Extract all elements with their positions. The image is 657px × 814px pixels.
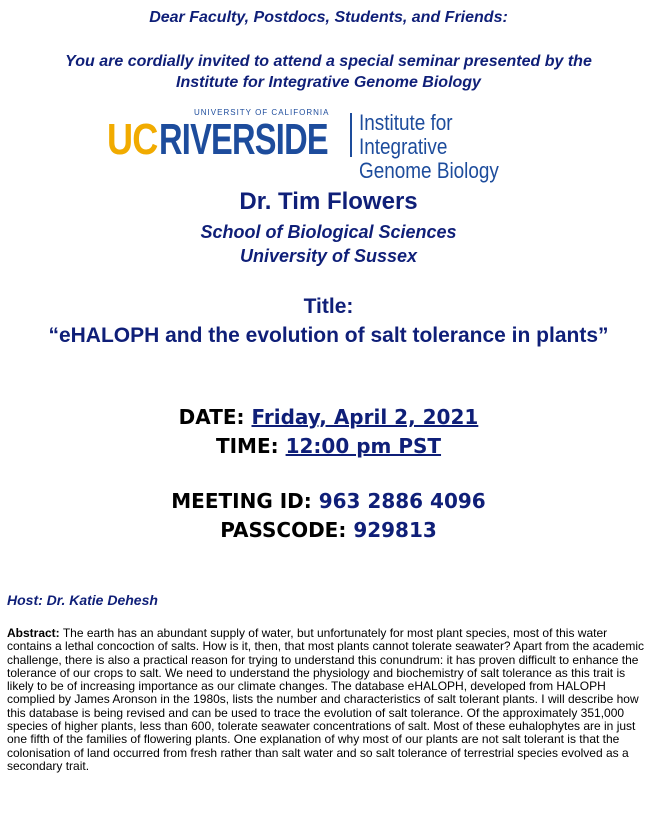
meeting-id-label: MEETING ID:: [171, 489, 312, 513]
time-value: 12:00 pm PST: [285, 434, 442, 458]
logo-divider: [350, 113, 352, 157]
talk-title: “eHALOPH and the evolution of salt tolerance in plants”: [48, 324, 609, 347]
date-value: Friday, April 2, 2021: [251, 405, 479, 429]
host: Host: Dr. Katie Dehesh: [7, 592, 158, 608]
ucr-iigb-logo: [107, 108, 567, 183]
speaker-affiliation: [0, 220, 657, 268]
logo-riverside: RIVERSIDE: [159, 115, 328, 164]
passcode-label: PASSCODE:: [220, 518, 347, 542]
logo-institute-line-1: Institute for Integrative: [359, 110, 453, 159]
abstract-text: The earth has an abundant supply of water, but unfortunately for most plant species, most of this water contains a lethal concoction of salts. How is it, then, that most plants cannot tolerate seawater? Apart from the academic challenge, there is also a practical reason for trying to understand this conundrum: it has proven difficult to enhance the tolerance of our crops to salt. We need to understand the physiology and biochemistry of salt tolerance as this trait is likely to be of increasing importance as our climate changes. The database eHALOPH, developed from HALOPH complied by James Aronson in the 1980s, lists the number and characteristics of salt tolerant plants. I will describe how this database is being revised and can be used to trace the evolution of salt tolerance. Of the approximately 351,000 species of higher plants, less than 600, tolerate seawater concentrations of salt. Most of these euhalophytes are in just one fifth of the families of flowering plants. One explanation of why most of our plants are not salt tolerant is that the colonisation of land occurred from fresh rather than salt water and so salt tolerance of terrestrial species evolved as a secondary trait.: [7, 626, 645, 773]
greeting: Dear Faculty, Postdocs, Students, and Friends:: [149, 9, 508, 26]
speaker-name: Dr. Tim Flowers: [239, 188, 418, 215]
time-line: [0, 434, 657, 458]
invitation-line-2: Institute for Integrative Genome Biology: [176, 74, 481, 91]
invitation-line-1: You are cordially invited to attend a special seminar presented by the: [65, 53, 592, 70]
talk-title-label: Title:: [303, 295, 354, 318]
logo-uc: UC: [107, 115, 158, 164]
passcode-value: 929813: [353, 518, 437, 542]
time-label: TIME:: [215, 434, 279, 458]
logo-university-of-california: UNIVERSITY OF CALIFORNIA: [194, 108, 330, 117]
date-line: [0, 405, 657, 429]
passcode-line: [0, 518, 657, 542]
logo-institute: [359, 111, 538, 183]
abstract: [7, 627, 650, 773]
meeting-id-value: 963 2886 4096: [318, 489, 486, 513]
invitation: [0, 51, 657, 93]
meeting-id-line: [0, 489, 657, 513]
date-label: DATE:: [178, 405, 245, 429]
abstract-label: Abstract:: [7, 626, 60, 640]
speaker-school: School of Biological Sciences: [200, 222, 457, 242]
speaker-university: University of Sussex: [239, 246, 418, 266]
logo-institute-line-2: Genome Biology: [359, 158, 499, 183]
